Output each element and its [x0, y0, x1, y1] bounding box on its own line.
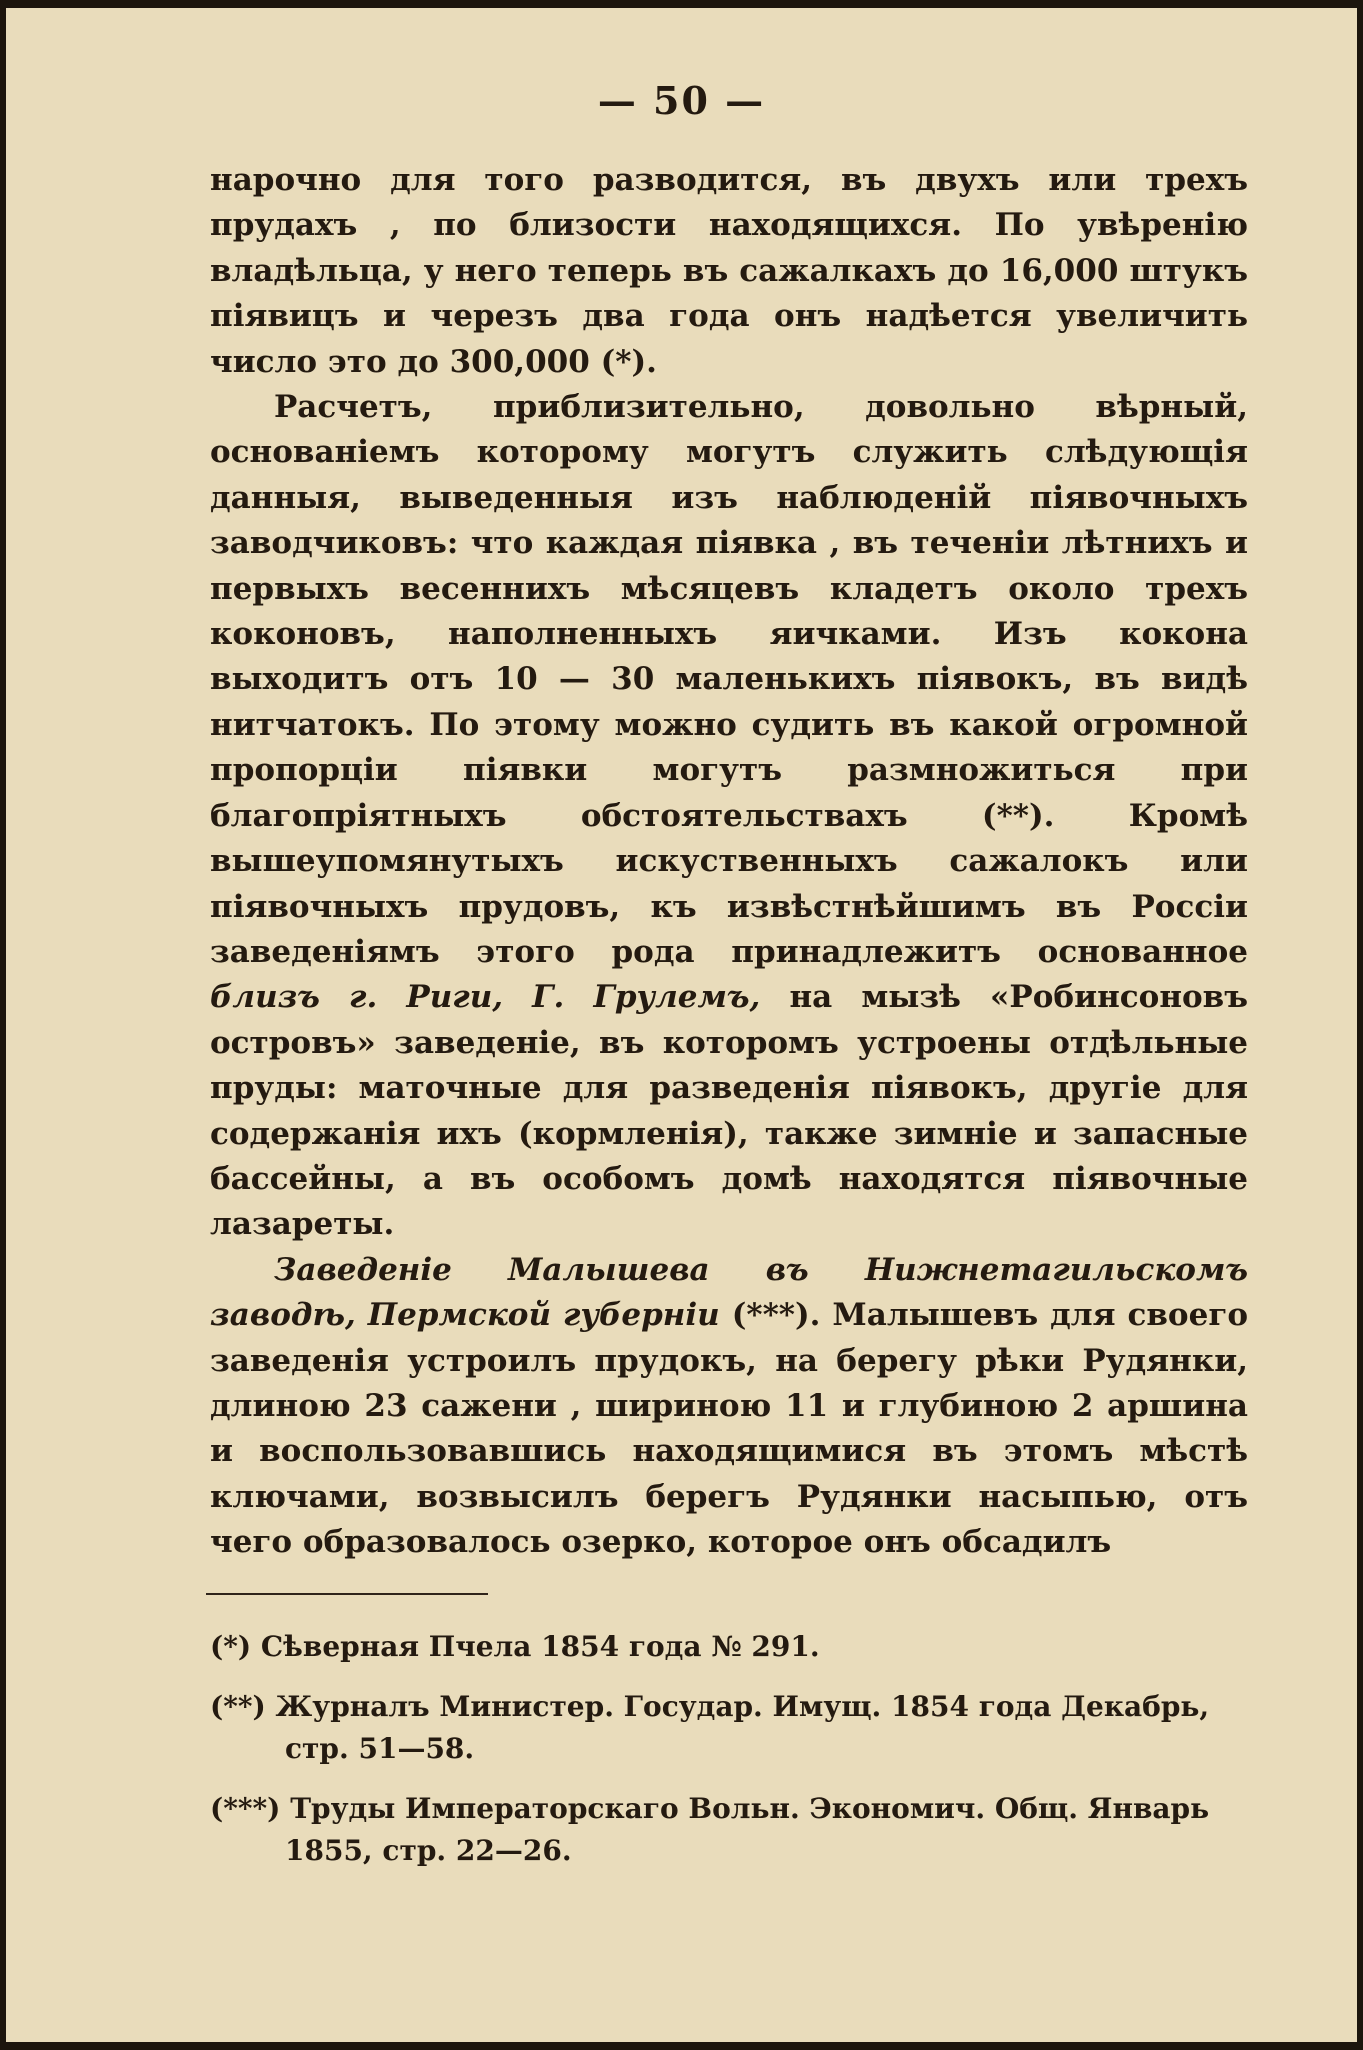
paragraph-2: [210, 385, 1248, 1248]
footnote-mark: (*): [210, 1630, 252, 1663]
footnote-continuation: 1855, стр. 22—26.: [285, 1834, 572, 1867]
paragraph-3: [210, 1248, 1248, 1566]
footnote-1: [210, 1626, 1248, 1668]
paragraph-2-text: Расчетъ, приблизительно, довольно вѣрный, основаніемъ которому могутъ служить слѣдующія данныя, выведенныя изъ наблюденій піявочныхъ заводчиковъ: что каждая піявка , въ теченіи лѣтнихъ и первыхъ весеннихъ мѣсяцевъ кладетъ около трехъ коконовъ, наполненныхъ яичками. Изъ кокона выходитъ отъ 10 — 30 маленькихъ піявокъ, въ видѣ нитчатокъ. По этому можно судить въ какой огромной пропорціи піявки могутъ размножиться при благопріятныхъ обстоятельствахъ (**). Кромѣ вышеупомянутыхъ искуственныхъ сажалокъ или піявочныхъ прудовъ, къ извѣстнѣйшимъ въ Россіи заведеніямъ этого рода принадлежитъ основанное: [210, 389, 1248, 970]
footnote-text: Сѣверная Пчела 1854 года № 291.: [260, 1630, 820, 1663]
footnote-mark: (**): [210, 1690, 266, 1723]
footnote-continuation: стр. 51—58.: [285, 1732, 475, 1765]
footnote-text: Журналъ Министер. Государ. Имущ. 1854 года Декабрь,: [275, 1690, 1210, 1723]
book-page: [6, 8, 1357, 2042]
footnote-2: [210, 1686, 1248, 1770]
footnote-mark: (***): [210, 1792, 281, 1825]
main-text: [210, 158, 1248, 1566]
paragraph-2-end: на мызѣ «Робинсоновъ островъ» заведеніе, въ которомъ устроены отдѣльные пруды: маточные для разведенія піявокъ, другіе для содержанія ихъ (кормленія), также зимніе и запасные бассейны, а въ особомъ домѣ находятся піявочные лазареты.: [210, 979, 1248, 1243]
paragraph-3-text: (***). Малышевъ для своего заведенія устроилъ прудокъ, на берегу рѣки Рудянки, длиною 23 сажени , шириною 11 и глубиною 2 аршина и воспользовавшись находящимися въ этомъ мѣстѣ ключами, возвысилъ берегъ Рудянки насыпью, отъ чего образовалось озерко, которое онъ обсадилъ: [210, 1297, 1249, 1561]
footnotes: [210, 1626, 1248, 1890]
footnote-divider: [206, 1593, 488, 1595]
paragraph-1: нарочно для того разводится, въ двухъ или трехъ прудахъ , по близости находящихся. По увѣренію владѣльца, у него теперь въ сажалкахъ до 16,000 штукъ піявицъ и черезъ два года онъ надѣется увеличить число это до 300,000 (*).: [210, 162, 1248, 380]
page-number: — 50 —: [597, 78, 766, 123]
footnote-text: Труды Императорскаго Вольн. Экономич. Общ. Январь: [290, 1792, 1210, 1825]
footnote-3: [210, 1788, 1248, 1872]
paragraph-3-italic: Заведеніе Малышева въ Нижнетагильскомъ заводѣ, Пермской губерніи: [210, 1251, 1248, 1334]
paragraph-2-italic: близъ г. Риги, Г. Грулемъ,: [210, 979, 761, 1016]
